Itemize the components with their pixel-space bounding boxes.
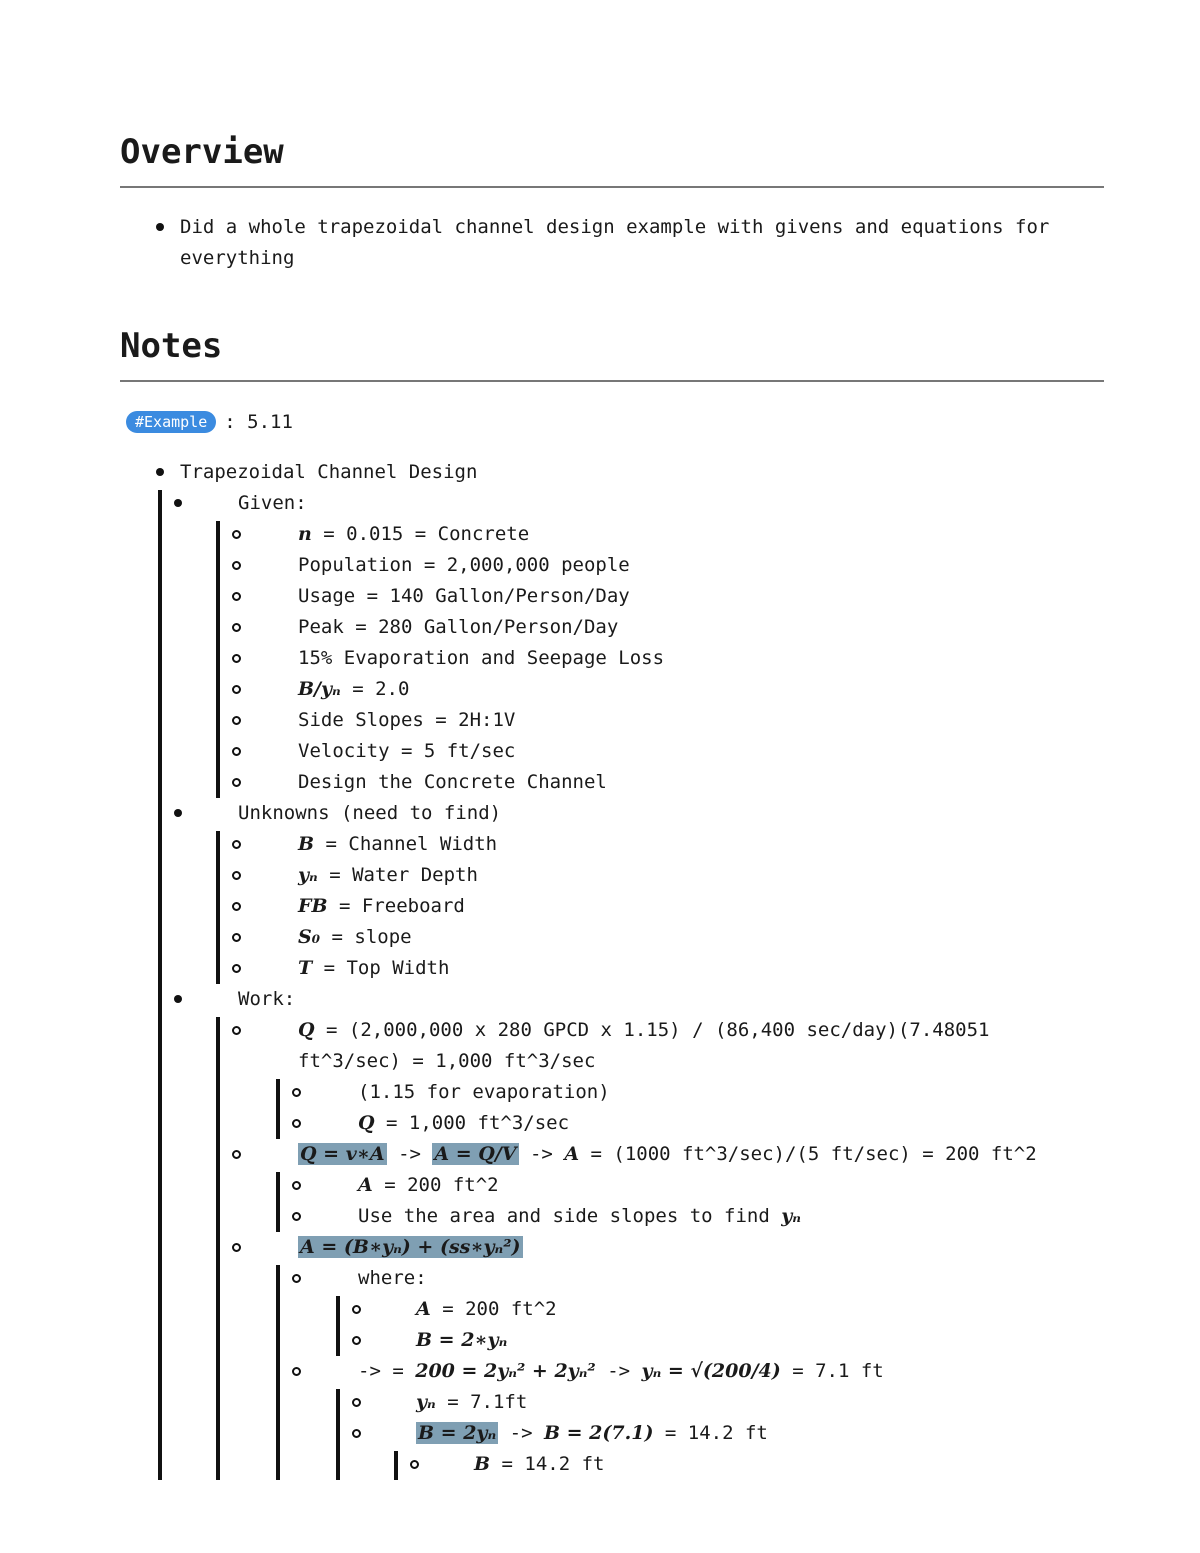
item-text: = 200 ft^2 <box>442 1298 557 1320</box>
unknowns-label: Unknowns (need to find) <box>238 802 502 824</box>
highlighted-equation: A = (B∗yₙ) + (ss∗yₙ²) <box>300 1236 521 1258</box>
where-children <box>358 1294 1104 1356</box>
math-symbol: Q <box>358 1112 375 1134</box>
math-equation: 200 = 2yₙ² + 2yₙ² <box>415 1360 596 1382</box>
math-symbol: A <box>564 1143 580 1165</box>
item-text: = Water Depth <box>329 864 478 886</box>
math-equation: yₙ = √(200/4) <box>641 1360 781 1382</box>
math-symbol: yₙ <box>298 864 318 886</box>
item-text: = Channel Width <box>325 833 498 855</box>
highlighted-equation: Q = v∗A <box>300 1143 385 1165</box>
math-symbol: A <box>358 1174 373 1196</box>
solve-children <box>358 1387 1104 1480</box>
notes-heading: Notes <box>120 326 1104 382</box>
depth-calc-item <box>238 1232 1104 1480</box>
work-label: Work: <box>238 988 296 1010</box>
math-symbol: B <box>298 833 315 855</box>
item-text: = 14.2 ft <box>664 1422 768 1444</box>
solve-item <box>298 1356 1104 1480</box>
area-calc-children <box>298 1170 1104 1232</box>
list-item <box>238 674 1104 705</box>
topic-label: Trapezoidal Channel Design <box>180 461 478 483</box>
depth-calc-children <box>298 1263 1104 1480</box>
list-item: Velocity = 5 ft/sec <box>238 736 1104 767</box>
arrow-text: -> = <box>358 1360 404 1382</box>
flow-calc-children <box>298 1077 1064 1139</box>
arrow-text: -> <box>529 1143 553 1165</box>
list-item <box>238 953 1104 984</box>
math-symbol: B/yₙ <box>298 678 341 700</box>
list-item: Did a whole trapezoidal channel design example with givens and equations for everything <box>120 212 1104 274</box>
flow-calc-item <box>238 1015 1104 1139</box>
notes-tree <box>120 457 1104 1480</box>
example-tag[interactable]: #Example <box>126 411 216 433</box>
list-item: Population = 2,000,000 people <box>238 550 1104 581</box>
item-text: = (2,000,000 x 280 GPCD x 1.15) / (86,400 sec/day)(7.48051 ft^3/sec) = 1,000 ft^3/sec <box>298 1019 990 1072</box>
given-label: Given: <box>238 492 307 514</box>
list-item <box>238 519 1104 550</box>
example-tag-line <box>120 406 1104 437</box>
item-text: = (1000 ft^3/sec)/(5 ft/sec) = 200 ft^2 <box>590 1143 1037 1165</box>
list-item <box>238 829 1104 860</box>
item-text: = Top Width <box>323 957 450 979</box>
math-symbol: A <box>416 1298 431 1320</box>
list-item: Side Slopes = 2H:1V <box>238 705 1104 736</box>
arrow-text: -> <box>607 1360 631 1382</box>
math-symbol: S₀ <box>298 926 321 948</box>
math-symbol: n <box>298 523 312 545</box>
math-symbol: Q <box>298 1019 315 1041</box>
list-item <box>358 1325 1104 1356</box>
list-item <box>298 1201 1104 1232</box>
item-text: = 200 ft^2 <box>384 1174 499 1196</box>
item-text: = 14.2 ft <box>501 1453 605 1475</box>
list-item <box>358 1387 1104 1418</box>
work-children <box>238 1015 1104 1480</box>
highlighted-equation: A = Q/V <box>434 1143 517 1165</box>
math-symbol: yₙ <box>781 1205 802 1227</box>
item-text: = 1,000 ft^3/sec <box>386 1112 570 1134</box>
list-item <box>358 1418 1104 1480</box>
list-item <box>298 1108 1064 1139</box>
item-text: = 7.1ft <box>447 1391 528 1413</box>
math-symbol: yₙ <box>416 1391 436 1413</box>
given-item <box>180 488 1104 798</box>
list-item <box>238 922 1104 953</box>
arrow-text: -> <box>509 1422 533 1444</box>
item-text: = slope <box>331 926 412 948</box>
overview-list <box>120 212 1104 274</box>
list-item <box>238 860 1104 891</box>
math-symbol: B = 2∗yₙ <box>416 1329 508 1351</box>
width-children <box>416 1449 1104 1480</box>
item-text: Use the area and side slopes to find <box>358 1205 770 1227</box>
where-label: where: <box>358 1267 427 1289</box>
list-item: Peak = 280 Gallon/Person/Day <box>238 612 1104 643</box>
list-item <box>416 1449 1104 1480</box>
work-item <box>180 984 1104 1480</box>
math-equation: B = 2(7.1) <box>543 1422 654 1444</box>
list-item <box>298 1170 1104 1201</box>
unknowns-item <box>180 798 1104 984</box>
list-item: Usage = 140 Gallon/Person/Day <box>238 581 1104 612</box>
topic-children <box>180 488 1104 1480</box>
example-number: : 5.11 <box>224 410 293 433</box>
highlighted-equation: B = 2yₙ <box>418 1422 497 1444</box>
math-symbol: FB <box>298 895 328 917</box>
item-text: = Freeboard <box>339 895 465 917</box>
item-text: = 7.1 ft <box>792 1360 884 1382</box>
overview-heading: Overview <box>120 132 1104 188</box>
item-text: = 0.015 = Concrete <box>323 523 530 545</box>
list-item <box>358 1294 1104 1325</box>
list-item: (1.15 for evaporation) <box>298 1077 1064 1108</box>
item-text: = 2.0 <box>352 678 410 700</box>
arrow-text: -> <box>398 1143 421 1165</box>
given-children <box>238 519 1104 798</box>
list-item <box>120 457 1104 1480</box>
math-symbol: B <box>474 1453 491 1475</box>
where-item <box>298 1263 1104 1356</box>
math-symbol: T <box>298 957 313 979</box>
list-item: 15% Evaporation and Seepage Loss <box>238 643 1104 674</box>
list-item: Design the Concrete Channel <box>238 767 1104 798</box>
area-calc-item <box>238 1139 1104 1232</box>
unknowns-children <box>238 829 1104 984</box>
list-item <box>238 891 1104 922</box>
